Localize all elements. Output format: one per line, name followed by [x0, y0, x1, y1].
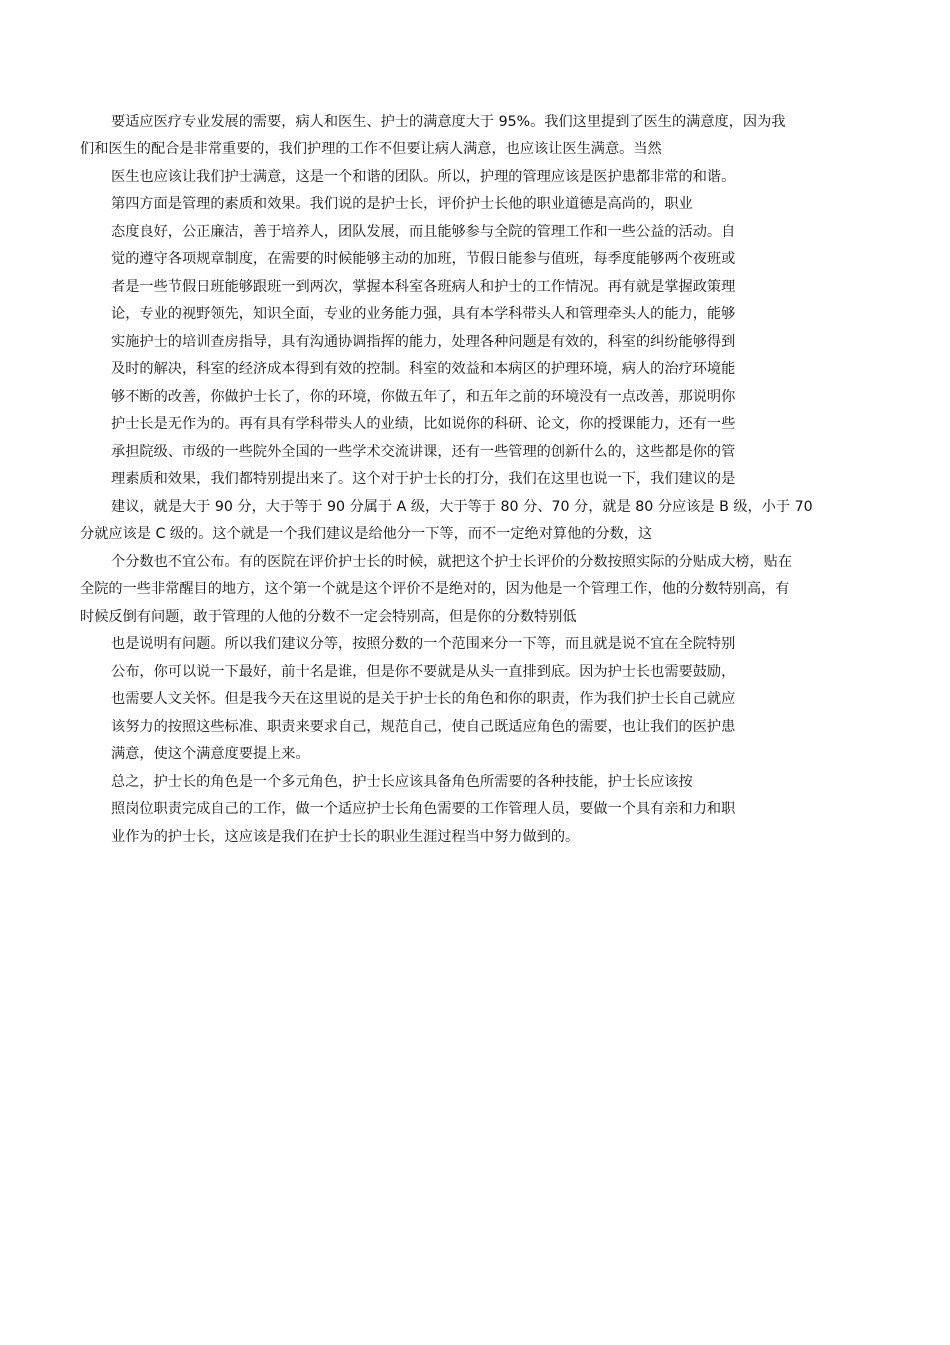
text-line-27: 业作为的护士长，这应该是我们在护士长的职业生涯过程当中努力做到的。	[111, 829, 580, 845]
text-line-9: 实施护士的培训查房指导，具有沟通协调指挥的能力，处理各种问题是有效的，科室的纠纷能够得到	[111, 334, 736, 350]
text-line-10: 及时的解决，科室的经济成本得到有效的控制。科室的效益和本病区的护理环境，病人的治疗环境能	[111, 361, 736, 377]
text-line-15: 建议，就是大于 90 分，大于等于 90 分属于 A 级，大于等于 80 分、70 分，就是 80 分应该是 B 级，小于 70	[111, 499, 813, 515]
text-line-23: 该努力的按照这些标准、职责来要求自己，规范自己，使自己既适应角色的需要，也让我们的医护患	[111, 719, 736, 735]
text-line-26: 照岗位职责完成自己的工作，做一个适应护士长角色需要的工作管理人员，要做一个具有亲和力和职	[111, 801, 736, 817]
text-line-17: 个分数也不宜公布。有的医院在评价护士长的时候，就把这个护士长评价的分数按照实际的分贴成大榜，贴在	[111, 554, 793, 570]
text-line-24: 满意，使这个满意度要提上来。	[111, 746, 310, 762]
text-line-25: 总之，护士长的角色是一个多元角色，护士长应该具备角色所需要的各种技能，护士长应该按	[111, 774, 693, 790]
text-line-5: 态度良好，公正廉洁，善于培养人，团队发展，而且能够参与全院的管理工作和一些公益的活动。自	[111, 224, 736, 240]
text-line-7: 者是一些节假日班能够跟班一到两次，掌握本科室各班病人和护士的工作情况。再有就是掌握政策理	[111, 279, 736, 295]
text-line-8: 论，专业的视野领先，知识全面，专业的业务能力强，具有本学科带头人和管理牵头人的能力，能够	[111, 306, 736, 322]
text-line-1: 要适应医疗专业发展的需要，病人和医生、护士的满意度大于 95%。我们这里提到了医生的满意度，因为我	[111, 114, 786, 130]
text-line-20: 也是说明有问题。所以我们建议分等，按照分数的一个范围来分一下等，而且就是说不宜在全院特别	[111, 636, 736, 652]
text-line-22: 也需要人文关怀。但是我今天在这里说的是关于护士长的角色和你的职责，作为我们护士长自己就应	[111, 691, 736, 707]
text-line-2: 们和医生的配合是非常重要的，我们护理的工作不但要让病人满意，也应该让医生满意。当然	[80, 141, 662, 157]
text-line-21: 公布，你可以说一下最好，前十名是谁，但是你不要就是从头一直排到底。因为护士长也需要鼓励，	[111, 664, 736, 680]
text-line-6: 觉的遵守各项规章制度，在需要的时候能够主动的加班，节假日能参与值班，每季度能够两个夜班或	[111, 251, 736, 267]
text-line-11: 够不断的改善，你做护士长了，你的环境，你做五年了，和五年之前的环境没有一点改善，那说明你	[111, 389, 736, 405]
text-line-4: 第四方面是管理的素质和效果。我们说的是护士长，评价护士长他的职业道德是高尚的，职业	[111, 196, 693, 212]
text-line-3: 医生也应该让我们护士满意，这是一个和谐的团队。所以，护理的管理应该是医护患都非常的和谐。	[111, 169, 736, 185]
text-line-13: 承担院级、市级的一些院外全国的一些学术交流讲课，还有一些管理的创新什么的，这些都是你的管	[111, 444, 736, 460]
text-line-12: 护士长是无作为的。再有具有学科带头人的业绩，比如说你的科研、论文，你的授课能力，还有一些	[111, 416, 736, 432]
text-line-19: 时候反倒有问题，敢于管理的人他的分数不一定会特别高，但是你的分数特别低	[80, 609, 577, 625]
text-line-18: 全院的一些非常醒目的地方，这个第一个就是这个评价不是绝对的，因为他是一个管理工作，他的分数特别高，有	[80, 581, 790, 597]
text-line-14: 理素质和效果，我们都特别提出来了。这个对于护士长的打分，我们在这里也说一下，我们建议的是	[111, 471, 736, 487]
text-line-16: 分就应该是 C 级的。这个就是一个我们建议是给他分一下等，而不一定绝对算他的分数，这	[80, 526, 653, 542]
